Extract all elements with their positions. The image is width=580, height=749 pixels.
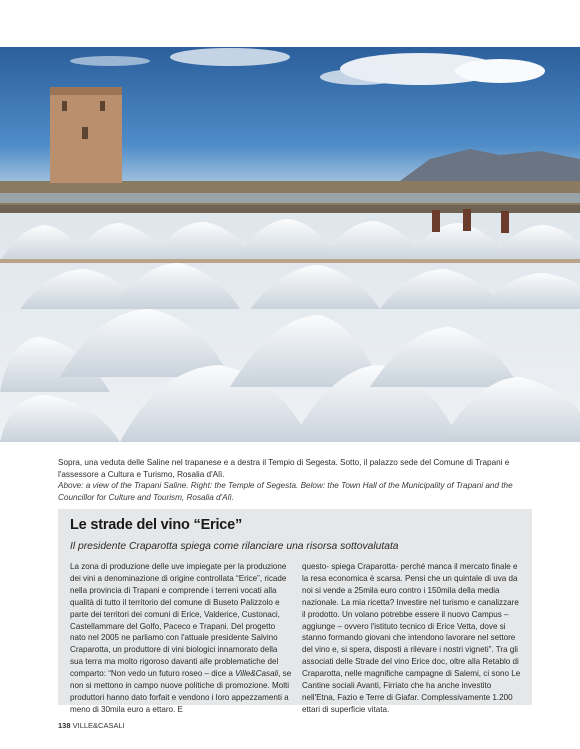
article-box (58, 509, 532, 714)
salt-pans-photo (0, 47, 580, 442)
salt-pans-illustration (0, 47, 580, 442)
column-1-part-a: La zona di produzione delle uve impiegate per la produzione dei vini a denominazione di origine controllata “Erice”, ricade nella provincia di Trapani e comprende i terreni vocati alla qualità di tutto il territorio del comune di Buseto Palizzolo e parte dei territori dei comuni di Erice, Valderice, Custonaci, Castellammare del Golfo, Paceco e Trapani. Del progetto nato nel 2005 ne parliamo con l'attuale presidente Salvino Craparotta, un produttore di vini biologici innamorato della sua terra ma molto rigoroso davanti alle problematiche del comparto: “Non vedo un futuro roseo – dice a (70, 562, 287, 679)
column-2-text: questo- spiega Craparotta- perché manca il mercato finale e la resa economica è scarsa. Pensi che un quintale di uva da noi si vende a 25mila euro contro i 150mila della media nazionale. La mia ricetta? Investire nel turismo e canalizzare il prodotto. Un volano potrebbe essere il nuovo Campus – aggiunge – ovvero l'istituto tecnico di Erice Vetta, dove si stanno formando giovani che intendono lavorare nel settore del vino e, si spera, disposti a rilevare i nostri vigneti”. Tra gli associati delle Strade del vino Erice doc, oltre alla Retablo di Craparotta, nelle magnifiche campagne di Salemi, ci sono Le Cantine sociali Avanti, Firriato che ha anche investito nell'Etna, Fazio e Terre di Giafar. Complessivamente 1.200 ettari di superficie vitata. (302, 562, 521, 714)
magazine-name: VILLE&CASALI (72, 721, 125, 730)
article-column-1 (70, 561, 292, 716)
page-number: 138 (58, 721, 71, 730)
photo-caption (58, 457, 528, 503)
page-footer (58, 721, 125, 730)
caption-italian: Sopra, una veduta delle Saline nel trapanese e a destra il Tempio di Segesta. Sotto, il palazzo sede del Comune di Trapani e l'assessore a Cultura e Turismo, Rosalia d'Alì. (58, 458, 510, 479)
article-subtitle: Il presidente Craparotta spiega come rilanciare una risorsa sottovalutata (70, 541, 399, 552)
caption-english: Above: a view of the Trapani Saline. Right: the Temple of Segesta. Below: the Town Hall of the Municipality of Trapani and the Councillor for Culture and Tourism, Rosalia d'Alì. (58, 481, 513, 502)
magazine-name-inline: Ville&Casali (235, 669, 279, 679)
article-column-2 (302, 561, 524, 716)
column-1-text (70, 561, 292, 716)
article-title: Le strade del vino “Erice” (70, 517, 243, 533)
column-1-part-b: , se non si mettono in campo nuove politiche di promozione. Molti produttori hanno dato forfait e vendono i loro appezzamenti a meno di 30mila euro a ettaro. E (70, 669, 292, 714)
